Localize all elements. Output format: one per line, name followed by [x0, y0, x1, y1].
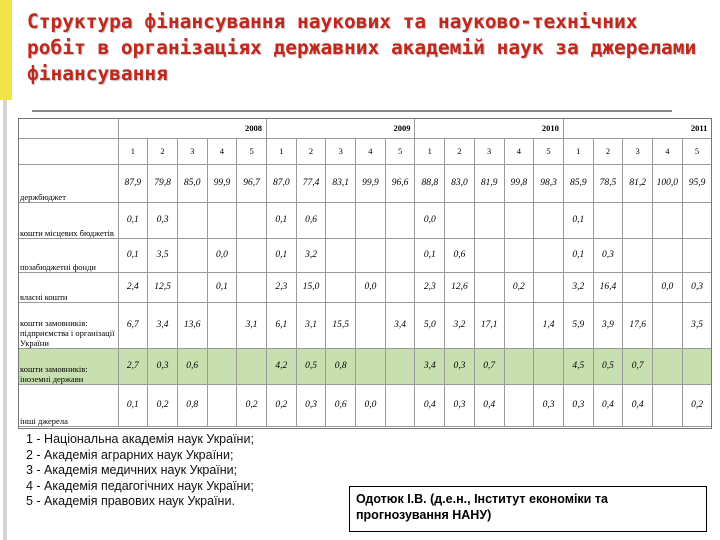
value-cell: [534, 348, 564, 384]
value-cell: [504, 302, 534, 348]
value-cell: 3,9: [593, 302, 623, 348]
academy-code-cell: 2: [148, 138, 178, 164]
value-cell: 83,1: [326, 164, 356, 202]
value-cell: 0,3: [682, 272, 712, 302]
value-cell: 81,2: [623, 164, 653, 202]
value-cell: 88,8: [415, 164, 445, 202]
value-cell: [207, 302, 237, 348]
value-cell: [207, 384, 237, 426]
academy-code-cell: 3: [474, 138, 504, 164]
table-row: [18, 272, 712, 302]
legend-item: 4 - Академія педагогічних наук України;: [26, 478, 254, 493]
value-cell: 87,0: [266, 164, 296, 202]
academy-code-cell: 4: [356, 138, 386, 164]
year-2008: 2008: [118, 118, 266, 138]
value-cell: 0,4: [593, 384, 623, 426]
value-cell: [177, 202, 207, 238]
value-cell: 0,1: [266, 202, 296, 238]
value-cell: 83,0: [445, 164, 475, 202]
value-cell: 95,9: [682, 164, 712, 202]
value-cell: [177, 272, 207, 302]
author-credit: Одотюк І.В. (д.е.н., Інститут економіки та прогнозування НАНУ): [349, 486, 707, 532]
value-cell: 0,1: [563, 202, 593, 238]
row-label: кошти замовників: іноземні держави: [18, 348, 118, 384]
value-cell: [237, 238, 267, 272]
value-cell: 77,4: [296, 164, 326, 202]
year-2010: 2010: [415, 118, 563, 138]
value-cell: [474, 272, 504, 302]
value-cell: 0,0: [356, 384, 386, 426]
value-cell: [504, 348, 534, 384]
value-cell: [474, 202, 504, 238]
value-cell: 0,4: [623, 384, 653, 426]
value-cell: 0,3: [148, 202, 178, 238]
value-cell: [652, 348, 682, 384]
value-cell: [623, 202, 653, 238]
value-cell: 78,5: [593, 164, 623, 202]
value-cell: 79,8: [148, 164, 178, 202]
value-cell: 0,3: [563, 384, 593, 426]
value-cell: [326, 272, 356, 302]
value-cell: 0,3: [593, 238, 623, 272]
value-cell: 12,6: [445, 272, 475, 302]
legend-item: 3 - Академія медичних наук України;: [26, 463, 238, 477]
value-cell: 0,7: [623, 348, 653, 384]
value-cell: 0,6: [445, 238, 475, 272]
value-cell: [326, 202, 356, 238]
left-accent-bar: [0, 0, 12, 540]
value-cell: 12,5: [148, 272, 178, 302]
financing-table: [18, 118, 712, 427]
gray-accent-line: [3, 100, 7, 540]
value-cell: 3,5: [148, 238, 178, 272]
academy-code-cell: 2: [296, 138, 326, 164]
page-title: Структура фінансування наукових та науково-технічних робіт в організаціях державних академій наук за джерелами фінансування: [27, 10, 697, 85]
value-cell: [534, 272, 564, 302]
value-cell: 87,9: [118, 164, 148, 202]
value-cell: [207, 202, 237, 238]
value-cell: 0,3: [534, 384, 564, 426]
value-cell: [474, 238, 504, 272]
academy-code-cell: 2: [445, 138, 475, 164]
value-cell: [682, 238, 712, 272]
row-label: інші джерела: [18, 384, 118, 426]
value-cell: [356, 348, 386, 384]
value-cell: [237, 348, 267, 384]
value-cell: 100,0: [652, 164, 682, 202]
value-cell: [237, 272, 267, 302]
value-cell: [385, 348, 415, 384]
table-row: [18, 302, 712, 348]
value-cell: 0,7: [474, 348, 504, 384]
value-cell: 6,1: [266, 302, 296, 348]
value-cell: 5,9: [563, 302, 593, 348]
value-cell: [356, 238, 386, 272]
value-cell: [593, 202, 623, 238]
academy-code-cell: 4: [207, 138, 237, 164]
value-cell: 96,6: [385, 164, 415, 202]
value-cell: [385, 202, 415, 238]
value-cell: 3,1: [237, 302, 267, 348]
value-cell: [652, 238, 682, 272]
value-cell: 0,2: [237, 384, 267, 426]
value-cell: 15,5: [326, 302, 356, 348]
value-cell: 2,7: [118, 348, 148, 384]
value-cell: [682, 348, 712, 384]
value-cell: 96,7: [237, 164, 267, 202]
academy-code-cell: 4: [652, 138, 682, 164]
value-cell: [356, 302, 386, 348]
legend-item: 5 - Академія правових наук України.: [26, 494, 235, 508]
value-cell: 4,2: [266, 348, 296, 384]
value-cell: 0,5: [593, 348, 623, 384]
academy-legend: [26, 432, 346, 510]
value-cell: [534, 238, 564, 272]
value-cell: 0,1: [118, 384, 148, 426]
value-cell: 99,8: [504, 164, 534, 202]
value-cell: 85,9: [563, 164, 593, 202]
value-cell: [623, 272, 653, 302]
legend-item: 1 - Національна академія наук України;: [26, 432, 254, 446]
academy-code-row: [18, 138, 712, 164]
value-cell: 0,2: [504, 272, 534, 302]
value-cell: [385, 238, 415, 272]
value-cell: 0,1: [207, 272, 237, 302]
row-label: кошти місцевих бюджетів: [18, 202, 118, 238]
yellow-accent-block: [0, 0, 12, 100]
value-cell: 0,8: [177, 384, 207, 426]
academy-code-cell: 1: [266, 138, 296, 164]
academy-code-cell: 5: [682, 138, 712, 164]
value-cell: 0,1: [563, 238, 593, 272]
value-cell: 17,1: [474, 302, 504, 348]
row-label: кошти замовників: підприємства і організації України: [18, 302, 118, 348]
value-cell: [652, 302, 682, 348]
row-label: власні кошти: [18, 272, 118, 302]
value-cell: 3,4: [148, 302, 178, 348]
value-cell: 3,4: [415, 348, 445, 384]
value-cell: 2,3: [415, 272, 445, 302]
value-cell: 81,9: [474, 164, 504, 202]
value-cell: 0,2: [682, 384, 712, 426]
value-cell: 1,4: [534, 302, 564, 348]
value-cell: [356, 202, 386, 238]
value-cell: 0,1: [266, 238, 296, 272]
corner-cell: [18, 138, 118, 164]
table-row: [18, 238, 712, 272]
row-label: держбюджет: [18, 164, 118, 202]
value-cell: 99,9: [356, 164, 386, 202]
value-cell: [504, 202, 534, 238]
value-cell: 0,0: [356, 272, 386, 302]
academy-code-cell: 3: [326, 138, 356, 164]
value-cell: [534, 202, 564, 238]
value-cell: [652, 202, 682, 238]
value-cell: 2,3: [266, 272, 296, 302]
academy-code-cell: 1: [563, 138, 593, 164]
value-cell: [445, 202, 475, 238]
value-cell: [326, 238, 356, 272]
table-row: [18, 164, 712, 202]
value-cell: 0,6: [326, 384, 356, 426]
financing-table-body: [18, 118, 712, 426]
value-cell: 0,1: [118, 202, 148, 238]
academy-code-cell: 3: [177, 138, 207, 164]
academy-code-cell: 1: [118, 138, 148, 164]
value-cell: 0,6: [296, 202, 326, 238]
value-cell: 0,5: [296, 348, 326, 384]
value-cell: [504, 238, 534, 272]
corner-cell: [18, 118, 118, 138]
academy-code-cell: 1: [415, 138, 445, 164]
value-cell: 17,6: [623, 302, 653, 348]
value-cell: [623, 238, 653, 272]
academy-code-cell: 5: [385, 138, 415, 164]
value-cell: 0,3: [445, 384, 475, 426]
title-divider: [32, 110, 672, 112]
value-cell: 0,2: [148, 384, 178, 426]
value-cell: 2,4: [118, 272, 148, 302]
value-cell: [652, 384, 682, 426]
year-2011: 2011: [563, 118, 711, 138]
legend-item: 2 - Академія аграрних наук України;: [26, 447, 234, 462]
value-cell: [177, 238, 207, 272]
value-cell: 0,4: [415, 384, 445, 426]
value-cell: 0,3: [445, 348, 475, 384]
row-label: позабюджетні фонди: [18, 238, 118, 272]
value-cell: 15,0: [296, 272, 326, 302]
value-cell: 6,7: [118, 302, 148, 348]
value-cell: [682, 202, 712, 238]
value-cell: 0,0: [207, 238, 237, 272]
value-cell: 0,1: [415, 238, 445, 272]
value-cell: 0,1: [118, 238, 148, 272]
value-cell: 3,2: [296, 238, 326, 272]
table-row: [18, 348, 712, 384]
value-cell: 0,6: [177, 348, 207, 384]
value-cell: 16,4: [593, 272, 623, 302]
value-cell: 3,2: [563, 272, 593, 302]
value-cell: 0,0: [652, 272, 682, 302]
value-cell: [207, 348, 237, 384]
year-header-row: [18, 118, 712, 138]
value-cell: 0,8: [326, 348, 356, 384]
value-cell: [237, 202, 267, 238]
value-cell: 4,5: [563, 348, 593, 384]
table-row: [18, 384, 712, 426]
value-cell: 0,4: [474, 384, 504, 426]
value-cell: 3,5: [682, 302, 712, 348]
academy-code-cell: 3: [623, 138, 653, 164]
value-cell: 3,1: [296, 302, 326, 348]
value-cell: 0,2: [266, 384, 296, 426]
value-cell: 0,0: [415, 202, 445, 238]
academy-code-cell: 5: [237, 138, 267, 164]
value-cell: 0,3: [296, 384, 326, 426]
value-cell: 99,9: [207, 164, 237, 202]
academy-code-cell: 2: [593, 138, 623, 164]
academy-code-cell: 5: [534, 138, 564, 164]
year-2009: 2009: [266, 118, 414, 138]
value-cell: [385, 272, 415, 302]
value-cell: 3,4: [385, 302, 415, 348]
value-cell: [504, 384, 534, 426]
value-cell: [385, 384, 415, 426]
value-cell: 13,6: [177, 302, 207, 348]
value-cell: 5,0: [415, 302, 445, 348]
value-cell: 85,0: [177, 164, 207, 202]
academy-code-cell: 4: [504, 138, 534, 164]
value-cell: 3,2: [445, 302, 475, 348]
table-row: [18, 202, 712, 238]
value-cell: 98,3: [534, 164, 564, 202]
value-cell: 0,3: [148, 348, 178, 384]
